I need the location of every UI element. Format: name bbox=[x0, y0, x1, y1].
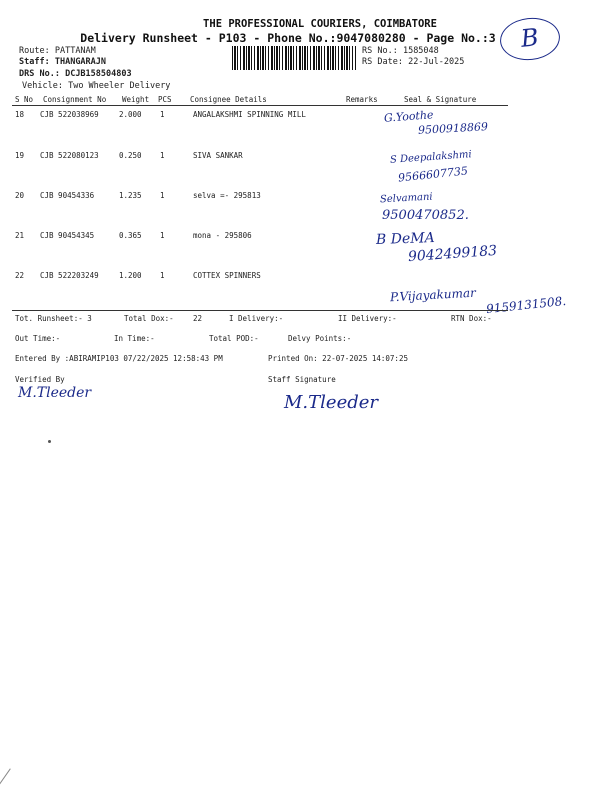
cell-pcs: 1 bbox=[160, 271, 165, 280]
staff-signature-label: Staff Signature bbox=[268, 375, 336, 384]
cell-sno: 20 bbox=[15, 191, 25, 200]
cell-consignment: CJB 90454336 bbox=[40, 191, 95, 200]
drs-label: DRS No.: bbox=[19, 69, 60, 79]
scan-edge-mark bbox=[0, 768, 22, 801]
header-rule bbox=[12, 105, 508, 106]
drs-barcode bbox=[232, 46, 356, 70]
table-row bbox=[0, 231, 600, 251]
cell-weight: 0.250 bbox=[119, 151, 142, 160]
out-time: Out Time:- bbox=[15, 334, 61, 343]
row-18-signature-phone: 9500918869 bbox=[417, 120, 489, 137]
delvy-points: Delvy Points:- bbox=[288, 334, 352, 343]
table-row bbox=[0, 271, 600, 291]
cell-consignment: CJB 90454345 bbox=[40, 231, 95, 240]
row-20-signature-phone: 9500470852. bbox=[382, 208, 469, 223]
col-header-remarks: Remarks bbox=[346, 95, 378, 104]
row-19-signature-phone: 9566607735 bbox=[397, 164, 469, 185]
col-header-weight: Weight bbox=[122, 95, 150, 104]
cell-pcs: 1 bbox=[160, 231, 165, 240]
staff-label: Staff: bbox=[19, 57, 50, 67]
cell-consignee: selva =- 295813 bbox=[193, 191, 261, 200]
total-dox-value: 22 bbox=[193, 314, 203, 323]
scan-dot-mark bbox=[48, 440, 51, 443]
drs-value: DCJB158504803 bbox=[65, 69, 132, 79]
col-header-consignee: Consignee Details bbox=[190, 95, 267, 104]
cell-sno: 22 bbox=[15, 271, 25, 280]
footer-rule bbox=[12, 310, 508, 311]
rs-no-value: 1585048 bbox=[402, 46, 439, 56]
in-time: In Time:- bbox=[114, 334, 155, 343]
col-header-consignment: Consignment No bbox=[43, 95, 107, 104]
runsheet-subtitle: Delivery Runsheet - P103 - Phone No.:9047080280 - Page No.:3 bbox=[80, 31, 496, 45]
row-20-signature-name: Selvamani bbox=[379, 191, 433, 206]
table-row bbox=[0, 151, 600, 171]
cell-consignee: ANGALAKSHMI SPINNING MILL bbox=[193, 110, 306, 119]
vehicle-value: Two Wheeler Delivery bbox=[68, 81, 171, 91]
rs-date-line bbox=[362, 57, 464, 67]
col-header-sno: S No bbox=[15, 95, 34, 104]
vehicle-label: Vehicle: bbox=[22, 81, 63, 91]
cell-pcs: 1 bbox=[160, 110, 165, 119]
route-line bbox=[19, 46, 96, 56]
rs-date-label: RS Date: bbox=[362, 57, 403, 67]
col-header-seal-signature: Seal & Signature bbox=[404, 95, 477, 104]
cell-weight: 0.365 bbox=[119, 231, 142, 240]
cell-consignment: CJB 522080123 bbox=[40, 151, 99, 160]
staff-line bbox=[19, 57, 106, 67]
rs-no-label: RS No.: bbox=[362, 46, 398, 56]
cell-consignment: CJB 522038969 bbox=[40, 110, 99, 119]
rtn-dox: RTN Dox:- bbox=[451, 314, 492, 323]
verified-by-signature: M.Tleeder bbox=[18, 385, 92, 401]
cell-consignee: mona - 295806 bbox=[193, 231, 252, 240]
cell-sno: 19 bbox=[15, 151, 25, 160]
entered-by: Entered By :ABIRAMIP103 07/22/2025 12:58:43 PM bbox=[15, 354, 223, 363]
rs-date-value: 22-Jul-2025 bbox=[408, 57, 465, 67]
cell-sno: 21 bbox=[15, 231, 25, 240]
table-row bbox=[0, 191, 600, 211]
verified-by-label: Verified By bbox=[15, 375, 65, 384]
cell-consignee: SIVA SANKAR bbox=[193, 151, 243, 160]
route-label: Route: bbox=[19, 46, 50, 56]
tot-runsheet: Tot. Runsheet:- 3 bbox=[15, 314, 92, 323]
vehicle-line bbox=[22, 81, 170, 91]
total-pod: Total POD:- bbox=[209, 334, 259, 343]
total-dox-label: Total Dox:- bbox=[124, 314, 174, 323]
staff-signature: M.Tleeder bbox=[284, 392, 378, 413]
stamp-letter: B bbox=[519, 23, 540, 53]
row-18-signature-name: G.Yoothe bbox=[383, 108, 434, 125]
drs-line bbox=[19, 69, 132, 79]
cell-weight: 1.235 bbox=[119, 191, 142, 200]
cell-pcs: 1 bbox=[160, 191, 165, 200]
route-value: PATTANAM bbox=[54, 46, 96, 56]
row-22-signature-phone: 9159131508. bbox=[485, 293, 567, 317]
ii-delivery: II Delivery:- bbox=[338, 314, 397, 323]
staff-value: THANGARAJN bbox=[54, 57, 107, 67]
col-header-pcs: PCS bbox=[158, 95, 172, 104]
cell-sno: 18 bbox=[15, 110, 25, 119]
i-delivery: I Delivery:- bbox=[229, 314, 284, 323]
row-22-signature-name: P.Vijayakumar bbox=[389, 285, 477, 305]
cell-consignment: CJB 522203249 bbox=[40, 271, 99, 280]
table-row bbox=[0, 110, 600, 130]
cell-pcs: 1 bbox=[160, 151, 165, 160]
row-21-signature-phone: 9042499183 bbox=[407, 242, 498, 266]
cell-weight: 1.200 bbox=[119, 271, 142, 280]
rs-no-line bbox=[362, 46, 439, 56]
company-title: THE PROFESSIONAL COURIERS, COIMBATORE bbox=[203, 18, 437, 30]
row-21-signature-name: B DeMA bbox=[375, 229, 435, 249]
cell-consignee: COTTEX SPINNERS bbox=[193, 271, 261, 280]
cell-weight: 2.000 bbox=[119, 110, 142, 119]
row-19-signature-name: S Deepalakshmi bbox=[389, 149, 473, 166]
printed-on: Printed On: 22-07-2025 14:07:25 bbox=[268, 354, 408, 363]
